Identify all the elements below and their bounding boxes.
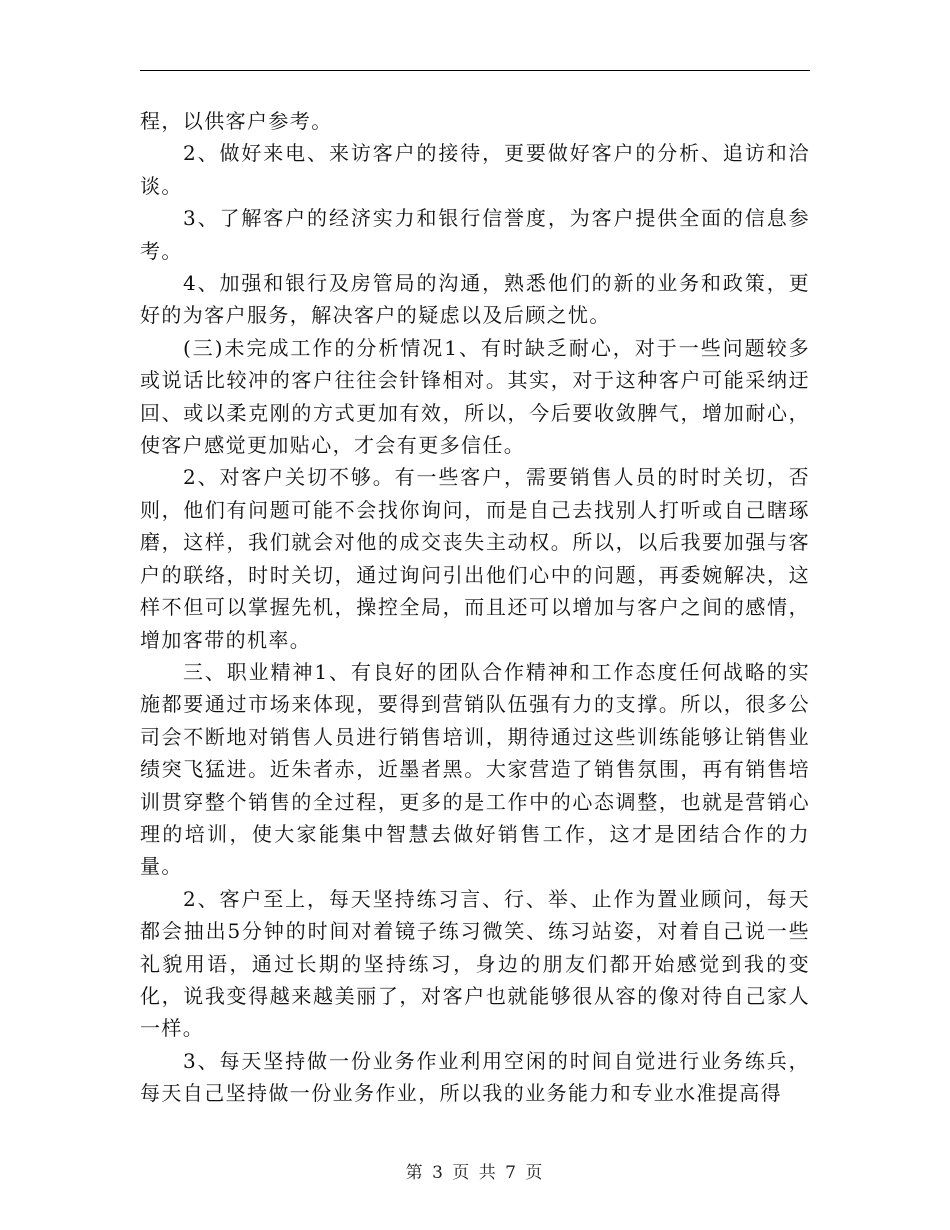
paragraph-continuation: 程，以供客户参考。 [140, 109, 333, 133]
paragraph-item-2: 2、做好来电、来访客户的接待，更要做好客户的分析、追访和洽谈。 [140, 141, 810, 198]
paragraph-professional-spirit: 三、职业精神1、有良好的团队合作精神和工作态度任何战略的实施都要通过市场来体现，要得到营销队伍强有力的支撑。所以，很多公司会不断地对销售人员进行销售培训，期待通过这些训练能够让销售业绩突飞猛进。近朱者赤，近墨者黑。大家营造了销售氛围，再有销售培训贯穿整个销售的全过程，更多的是工作中的心态调整，也就是营销心理的培训，使大家能集中智慧去做好销售工作，这才是团结合作的力量。 [140, 659, 810, 879]
document-body [140, 105, 810, 1110]
paragraph-daily-practice: 3、每天坚持做一份业务作业利用空闲的时间自觉进行业务练兵，每天自己坚持做一份业务作业，所以我的业务能力和专业水准提高得 [140, 1048, 810, 1106]
paragraph-section-3-analysis: (三)未完成工作的分析情况1、有时缺乏耐心，对于一些问题较多或说话比较冲的客户往往会针锋相对。其实，对于这种客户可能采纳迂回、或以柔克刚的方式更加有效，所以，今后要收敛脾气，增加耐心，使客户感觉更加贴心，才会有更多信任。 [140, 335, 810, 458]
paragraph-item-4: 4、加强和银行及房管局的沟通，熟悉他们的新的业务和政策，更好的为客户服务，解决客户的疑虑以及后顾之忧。 [140, 271, 810, 328]
header-divider [140, 70, 810, 71]
paragraph-customer-first: 2、客户至上，每天坚持练习言、行、举、止作为置业顾问，每天都会抽出5分钟的时间对着镜子练习微笑、练习站姿，对着自己说一些礼貌用语，通过长期的坚持练习，身边的朋友们都开始感觉到我的变化，说我变得越来越美丽了，对客户也就能够很从容的像对待自己家人一样。 [140, 886, 810, 1041]
page-number-footer: 第 3 页 共 7 页 [405, 1163, 545, 1183]
paragraph-customer-care: 2、对客户关切不够。有一些客户，需要销售人员的时时关切，否则，他们有问题可能不会找你询问，而是自己去找别人打听或自己瞎琢磨，这样，我们就会对他的成交丧失主动权。所以，以后我要加强与客户的联络，时时关切，通过询问引出他们心中的问题，再委婉解决，这样不但可以掌握先机，操控全局，而且还可以增加与客户之间的感情，增加客带的机率。 [140, 465, 810, 652]
paragraph-item-3: 3、了解客户的经济实力和银行信誉度，为客户提供全面的信息参考。 [140, 206, 810, 263]
